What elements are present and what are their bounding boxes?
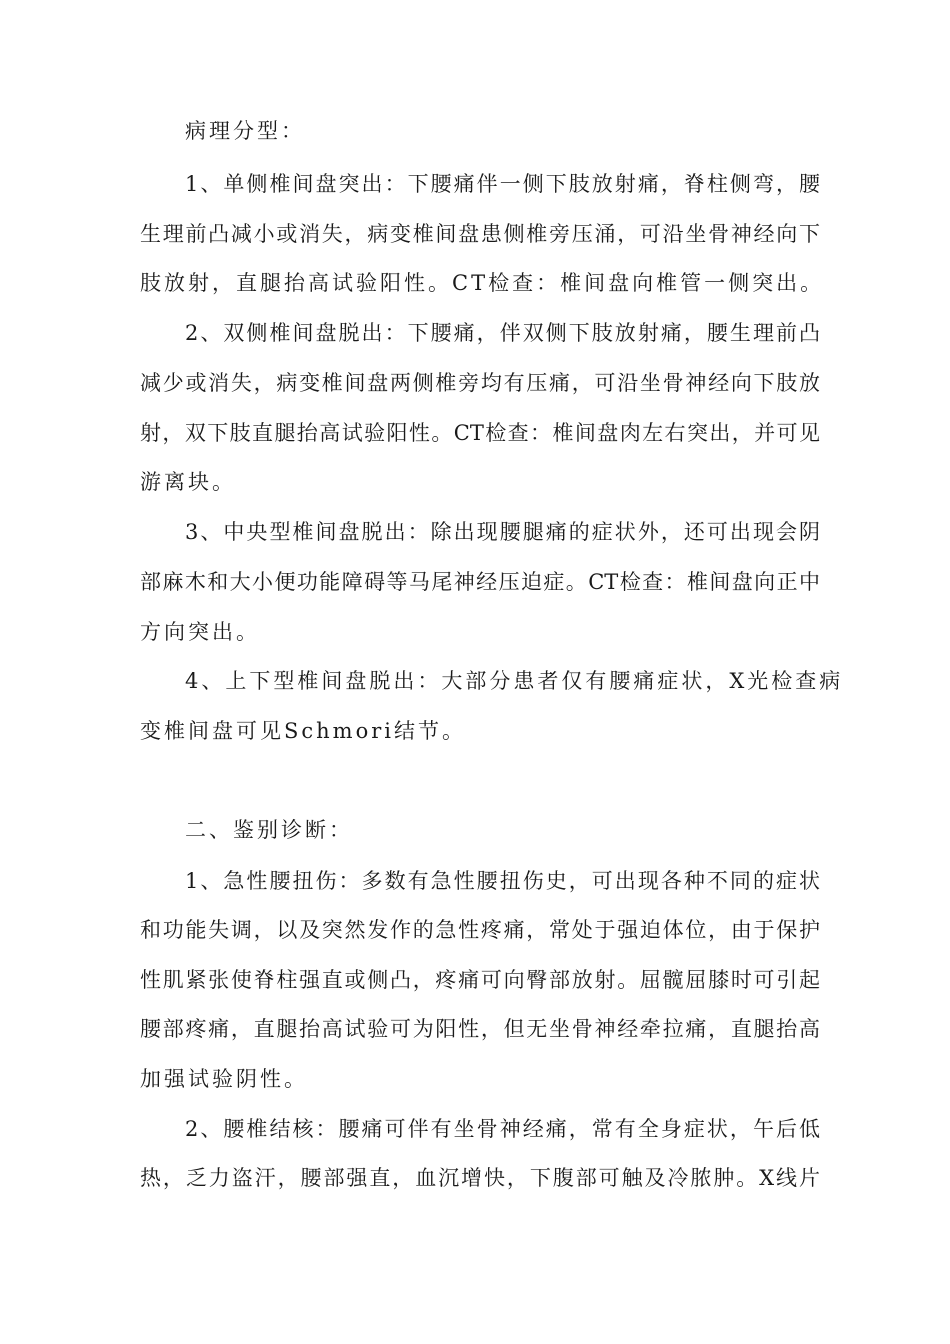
paragraph-line: 部麻木和大小便功能障碍等马尾神经压迫症。CT检查：椎间盘向正中 xyxy=(140,570,820,594)
paragraph-line: 游离块。 xyxy=(140,470,236,494)
paragraph-line: 变椎间盘可见Schmori结节。 xyxy=(140,719,466,743)
paragraph-line: 射，双下肢直腿抬高试验阳性。CT检查：椎间盘肉左右突出，并可见 xyxy=(140,421,820,445)
paragraph-line: 肢放射，直腿抬高试验阳性。CT检查：椎间盘向椎管一侧突出。 xyxy=(140,271,825,295)
paragraph-line: 1、急性腰扭伤：多数有急性腰扭伤史，可出现各种不同的症状 xyxy=(185,869,820,893)
pathology-heading: 病理分型： xyxy=(185,119,305,143)
paragraph-line: 和功能失调，以及突然发作的急性疼痛，常处于强迫体位，由于保护 xyxy=(140,918,820,942)
paragraph-line: 腰部疼痛，直腿抬高试验可为阳性，但无坐骨神经牵拉痛，直腿抬高 xyxy=(140,1017,820,1041)
paragraph-line: 性肌紧张使脊柱强直或侧凸，疼痛可向臀部放射。屈髋屈膝时可引起 xyxy=(140,968,820,992)
paragraph-line: 1、单侧椎间盘突出：下腰痛伴一侧下肢放射痛，脊柱侧弯，腰 xyxy=(185,172,820,196)
paragraph-line: 热，乏力盗汗，腰部强直，血沉增快，下腹部可触及冷脓肿。X线片 xyxy=(140,1166,820,1190)
paragraph-line: 加强试验阴性。 xyxy=(140,1067,308,1091)
paragraph-line: 4、上下型椎间盘脱出：大部分患者仅有腰痛症状，X光检查病 xyxy=(185,669,844,693)
paragraph-line: 3、中央型椎间盘脱出：除出现腰腿痛的症状外，还可出现会阴 xyxy=(185,520,820,544)
differential-heading: 二、鉴别诊断： xyxy=(185,818,353,842)
paragraph-line: 生理前凸减小或消失，病变椎间盘患侧椎旁压涌，可沿坐骨神经向下 xyxy=(140,222,820,246)
paragraph-line: 减少或消失，病变椎间盘两侧椎旁均有压痛，可沿坐骨神经向下肢放 xyxy=(140,371,820,395)
paragraph-line: 2、双侧椎间盘脱出：下腰痛，伴双侧下肢放射痛，腰生理前凸 xyxy=(185,321,820,345)
paragraph-line: 方向突出。 xyxy=(140,620,260,644)
paragraph-line: 2、腰椎结核：腰痛可伴有坐骨神经痛，常有全身症状，午后低 xyxy=(185,1117,820,1141)
